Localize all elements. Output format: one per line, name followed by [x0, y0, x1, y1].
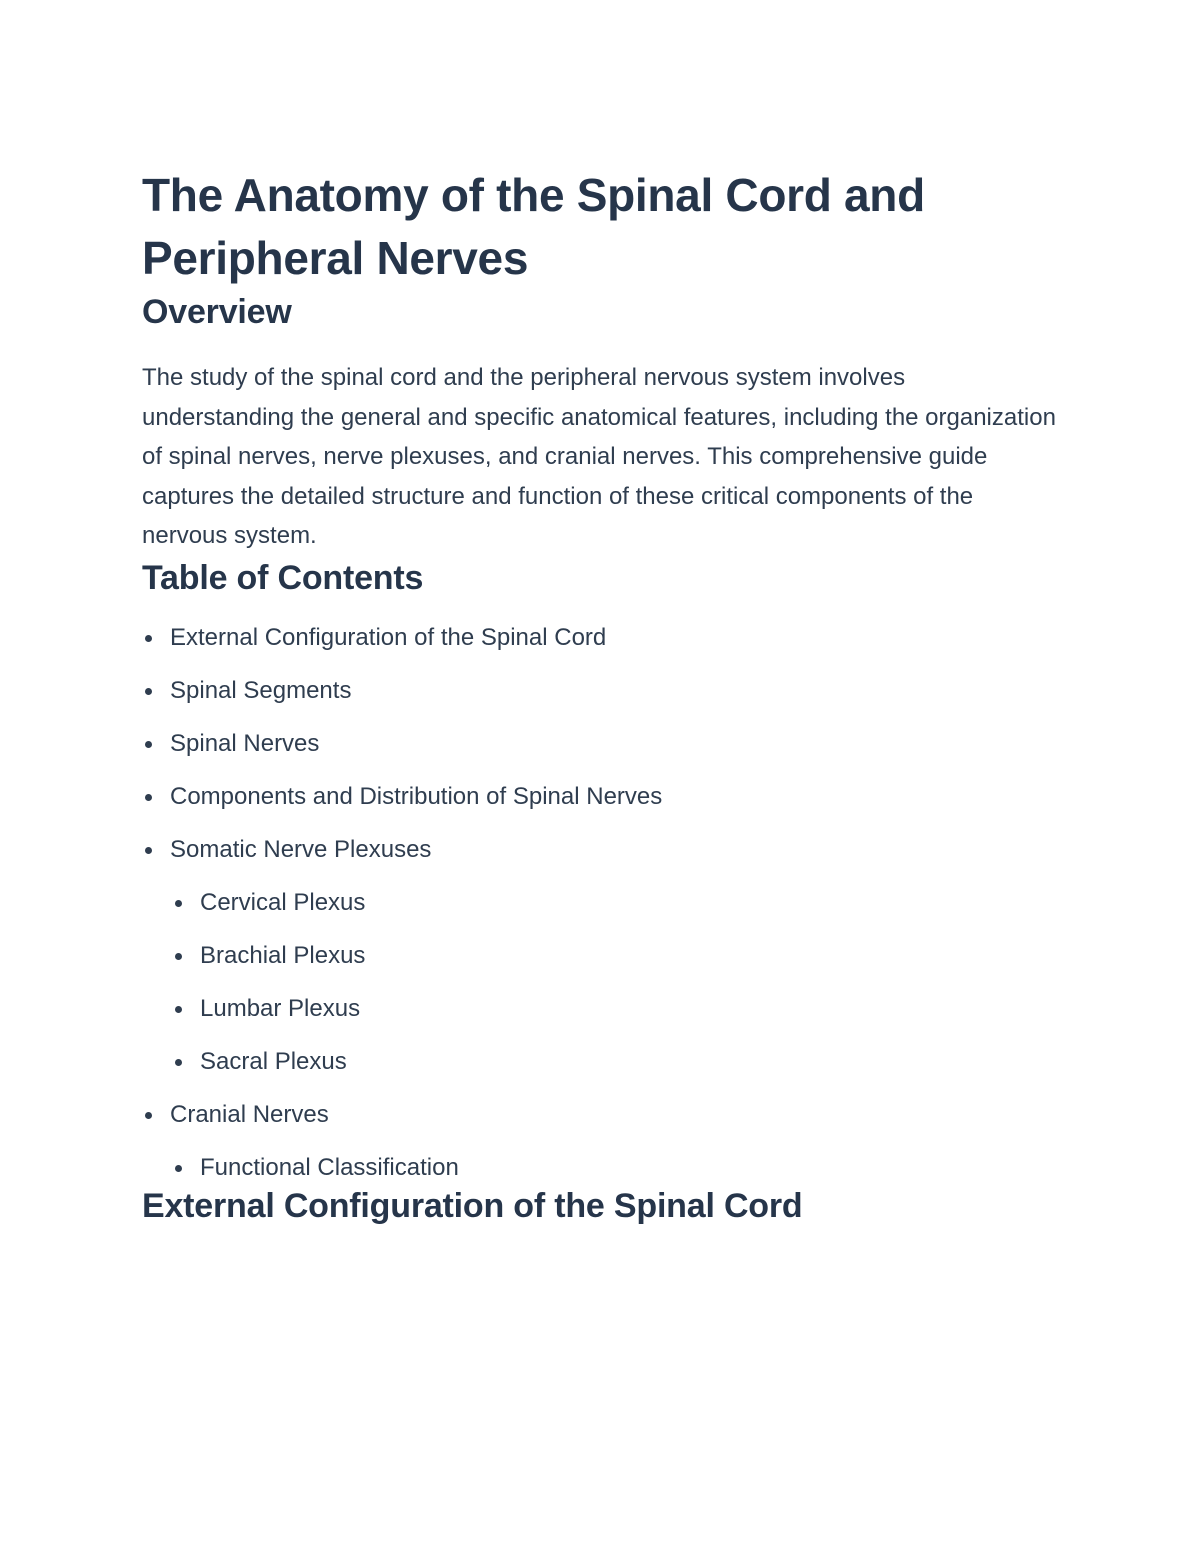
- toc-item-label: Cervical Plexus: [200, 888, 366, 916]
- bullet-icon: [175, 1059, 182, 1066]
- bullet-icon: [145, 635, 152, 642]
- bullet-icon: [145, 794, 152, 801]
- toc-item-label: Cranial Nerves: [170, 1100, 329, 1128]
- bullet-icon: [175, 1165, 182, 1172]
- toc-item-label: Spinal Nerves: [170, 729, 320, 757]
- toc-subitem[interactable]: [142, 1152, 1062, 1184]
- table-of-contents: [142, 622, 1062, 1184]
- toc-item-label: Somatic Nerve Plexuses: [170, 835, 432, 863]
- toc-subitem[interactable]: [142, 940, 1062, 972]
- toc-item-label: Sacral Plexus: [200, 1047, 347, 1075]
- overview-heading: Overview: [142, 293, 292, 331]
- toc-item-label: Lumbar Plexus: [200, 994, 361, 1022]
- overview-paragraph: The study of the spinal cord and the peripheral nervous system involves understanding the general and specific anatomical features, including the organization of spinal nerves, nerve plexuses, and cranial nerves. This comprehensive guide captures the detailed structure and function of these critical components of the nervous system.: [142, 364, 1056, 550]
- external-configuration-heading: External Configuration of the Spinal Cord: [142, 1186, 803, 1225]
- toc-item[interactable]: [142, 1099, 1062, 1131]
- toc-item-label: External Configuration of the Spinal Cord: [170, 623, 607, 651]
- toc-item[interactable]: [142, 622, 1062, 654]
- toc-subitem[interactable]: [142, 993, 1062, 1025]
- page-title: The Anatomy of the Spinal Cord and Peripheral Nerves: [142, 169, 925, 284]
- bullet-icon: [175, 953, 182, 960]
- toc-item[interactable]: [142, 728, 1062, 760]
- toc-subitem[interactable]: [142, 887, 1062, 919]
- bullet-icon: [175, 1006, 182, 1013]
- bullet-icon: [145, 1112, 152, 1119]
- toc-item-label: Functional Classification: [200, 1153, 459, 1181]
- toc-item[interactable]: [142, 675, 1062, 707]
- toc-item-label: Brachial Plexus: [200, 941, 366, 969]
- document-page: [142, 164, 1062, 1228]
- toc-subitem[interactable]: [142, 1046, 1062, 1078]
- toc-heading: Table of Contents: [142, 558, 424, 597]
- bullet-icon: [175, 900, 182, 907]
- bullet-icon: [145, 688, 152, 695]
- bullet-icon: [145, 741, 152, 748]
- toc-item-label: Components and Distribution of Spinal Nerves: [170, 782, 663, 810]
- bullet-icon: [145, 847, 152, 854]
- toc-item[interactable]: [142, 834, 1062, 866]
- toc-item-label: Spinal Segments: [170, 676, 352, 704]
- toc-item[interactable]: [142, 781, 1062, 813]
